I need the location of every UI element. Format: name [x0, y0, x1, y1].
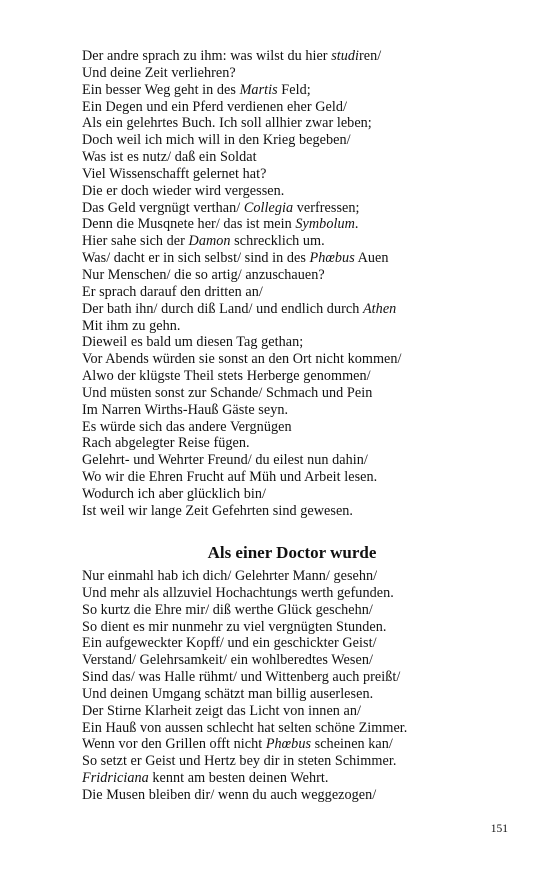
poem-line [82, 166, 522, 183]
line-text: So kurtz die Ehre mir/ diß werthe Glück geschehn/ [82, 601, 373, 618]
line-text: Doch weil ich mich will in den Krieg begeben/ [82, 132, 351, 149]
poem-line [82, 568, 522, 585]
line-text: Was/ dacht er in sich selbst/ sind in des [82, 250, 310, 267]
poem-line [82, 216, 522, 233]
poem-line [82, 351, 522, 368]
line-text: Und deine Zeit verliehren? [82, 64, 236, 81]
poem-line [82, 787, 522, 804]
line-text: scheinen kan/ [311, 736, 393, 753]
poem-line [82, 200, 522, 217]
line-text: verfressen; [293, 199, 360, 216]
line-text: kennt am besten deinen Wehrt. [148, 770, 329, 787]
line-text: Denn die Musqnete her/ das ist mein [82, 216, 296, 233]
poem-line [82, 183, 522, 200]
line-text: Das Geld vergnügt verthan/ [82, 199, 244, 216]
poem-line [82, 503, 522, 520]
line-text: Viel Wissenschafft gelernet hat? [82, 165, 267, 182]
line-text: Der andre sprach zu ihm: was wilst du hier [82, 48, 332, 64]
italic-text: Collegia [243, 199, 294, 216]
poem-line [82, 301, 522, 318]
italic-text: Damon [188, 233, 231, 250]
line-text: Auen [354, 250, 389, 267]
line-text: Der bath ihn/ durch diß Land/ und endlich durch [82, 300, 363, 317]
line-text: Gelehrt- und Wehrter Freund/ du eilest nun dahin/ [82, 452, 368, 469]
italic-text: studi [331, 48, 360, 64]
line-text: Was ist es nutz/ daß ein Soldat [82, 149, 257, 166]
line-text: Hier sahe sich der [82, 233, 189, 250]
poem-line [82, 652, 522, 669]
poem-line [82, 48, 522, 65]
poem-line [82, 132, 522, 149]
line-text: So dient es mir nunmehr zu viel vergnügten Stunden. [82, 618, 387, 635]
poem-line [82, 703, 522, 720]
line-text: Rach abgelegter Reise fügen. [82, 435, 250, 452]
line-text: Ein aufgeweckter Kopff/ und ein geschickter Geist/ [82, 635, 377, 652]
italic-text: Symbolum [295, 216, 355, 233]
line-text: Und müsten sonst zur Schande/ Schmach und Pein [82, 384, 373, 401]
poem-line [82, 419, 522, 436]
line-text: Der Stirne Klarheit zeigt das Licht von innen an/ [82, 702, 362, 719]
poem-line [82, 267, 522, 284]
line-text: Dieweil es bald um diesen Tag gethan; [82, 334, 304, 351]
poem-line [82, 452, 522, 469]
poem-line [82, 585, 522, 602]
line-text: Und mehr als allzuviel Hochachtungs werth gefunden. [82, 584, 394, 601]
poem-line [82, 635, 522, 652]
line-text: Sind das/ was Halle rühmt/ und Wittenberg auch preißt/ [82, 669, 401, 686]
poem-line [82, 233, 522, 250]
poem-line [82, 720, 522, 737]
poem-line [82, 65, 522, 82]
poem-line [82, 385, 522, 402]
poem-line [82, 686, 522, 703]
line-text: Feld; [277, 81, 311, 98]
poem-stanza-1 [82, 48, 522, 520]
poem-line [82, 469, 522, 486]
poem-line [82, 602, 522, 619]
poem-line [82, 402, 522, 419]
line-text: ren/ [359, 48, 382, 64]
line-text: Und deinen Umgang schätzt man billig auserlesen. [82, 685, 374, 702]
line-text: Ein Hauß von aussen schlecht hat selten schöne Zimmer. [82, 719, 408, 736]
poem-line [82, 82, 522, 99]
italic-text: Athen [362, 300, 397, 317]
line-text: Es würde sich das andere Vergnügen [82, 418, 292, 435]
poem-line [82, 669, 522, 686]
line-text: Ein Degen und ein Pferd verdienen eher Geld/ [82, 98, 347, 115]
line-text: Wo wir die Ehren Frucht auf Müh und Arbeit lesen. [82, 469, 378, 486]
line-text: Nur Menschen/ die so artig/ anzuschauen? [82, 266, 325, 283]
italic-text: Martis [239, 81, 278, 98]
line-text: Die Musen bleiben dir/ wenn du auch weggezogen/ [82, 786, 377, 803]
line-text: So setzt er Geist und Hertz bey dir in steten Schimmer. [82, 753, 397, 770]
poem-line [82, 334, 522, 351]
poem-line [82, 99, 522, 116]
poem-line [82, 753, 522, 770]
line-text: Nur einmahl hab ich dich/ Gelehrter Mann/ gesehn/ [82, 568, 378, 584]
line-text: Alwo der klügste Theil stets Herberge genommen/ [82, 368, 371, 385]
poem-line [82, 736, 522, 753]
italic-text: Phœbus [309, 250, 355, 267]
poem-line [82, 284, 522, 301]
line-text: Im Narren Wirths-Hauß Gäste seyn. [82, 401, 289, 418]
page-number: 151 [490, 823, 508, 835]
poem-line [82, 368, 522, 385]
line-text: Ist weil wir lange Zeit Gefehrten sind gewesen. [82, 502, 354, 519]
line-text: Wodurch ich aber glücklich bin/ [82, 485, 266, 502]
line-text: Die er doch wieder wird vergessen. [82, 182, 285, 199]
poem-line [82, 318, 522, 335]
poem-line [82, 115, 522, 132]
line-text: Wenn vor den Grillen offt nicht [82, 736, 266, 753]
line-text: schrecklich um. [230, 233, 325, 250]
italic-text: Phœbus [265, 736, 312, 753]
line-text: Vor Abends würden sie sonst an den Ort nicht kommen/ [82, 351, 402, 368]
poem-line [82, 770, 522, 787]
poem-line [82, 250, 522, 267]
line-text: Mit ihm zu gehn. [82, 317, 181, 334]
line-text: Als ein gelehrtes Buch. Ich soll allhier zwar leben; [82, 115, 372, 132]
poem-heading: Als einer Doctor wurde [207, 543, 377, 562]
line-text: . [354, 216, 359, 233]
line-text: Ein besser Weg geht in des [82, 81, 240, 98]
poem-line [82, 435, 522, 452]
poem-line [82, 149, 522, 166]
italic-text: Fridriciana [82, 770, 149, 787]
line-text: Er sprach darauf den dritten an/ [82, 283, 263, 300]
line-text: Verstand/ Gelehrsamkeit/ ein wohlberedtes Wesen/ [82, 652, 373, 669]
poem-line [82, 486, 522, 503]
poem-line [82, 619, 522, 636]
poem-stanza-2 [82, 568, 522, 804]
